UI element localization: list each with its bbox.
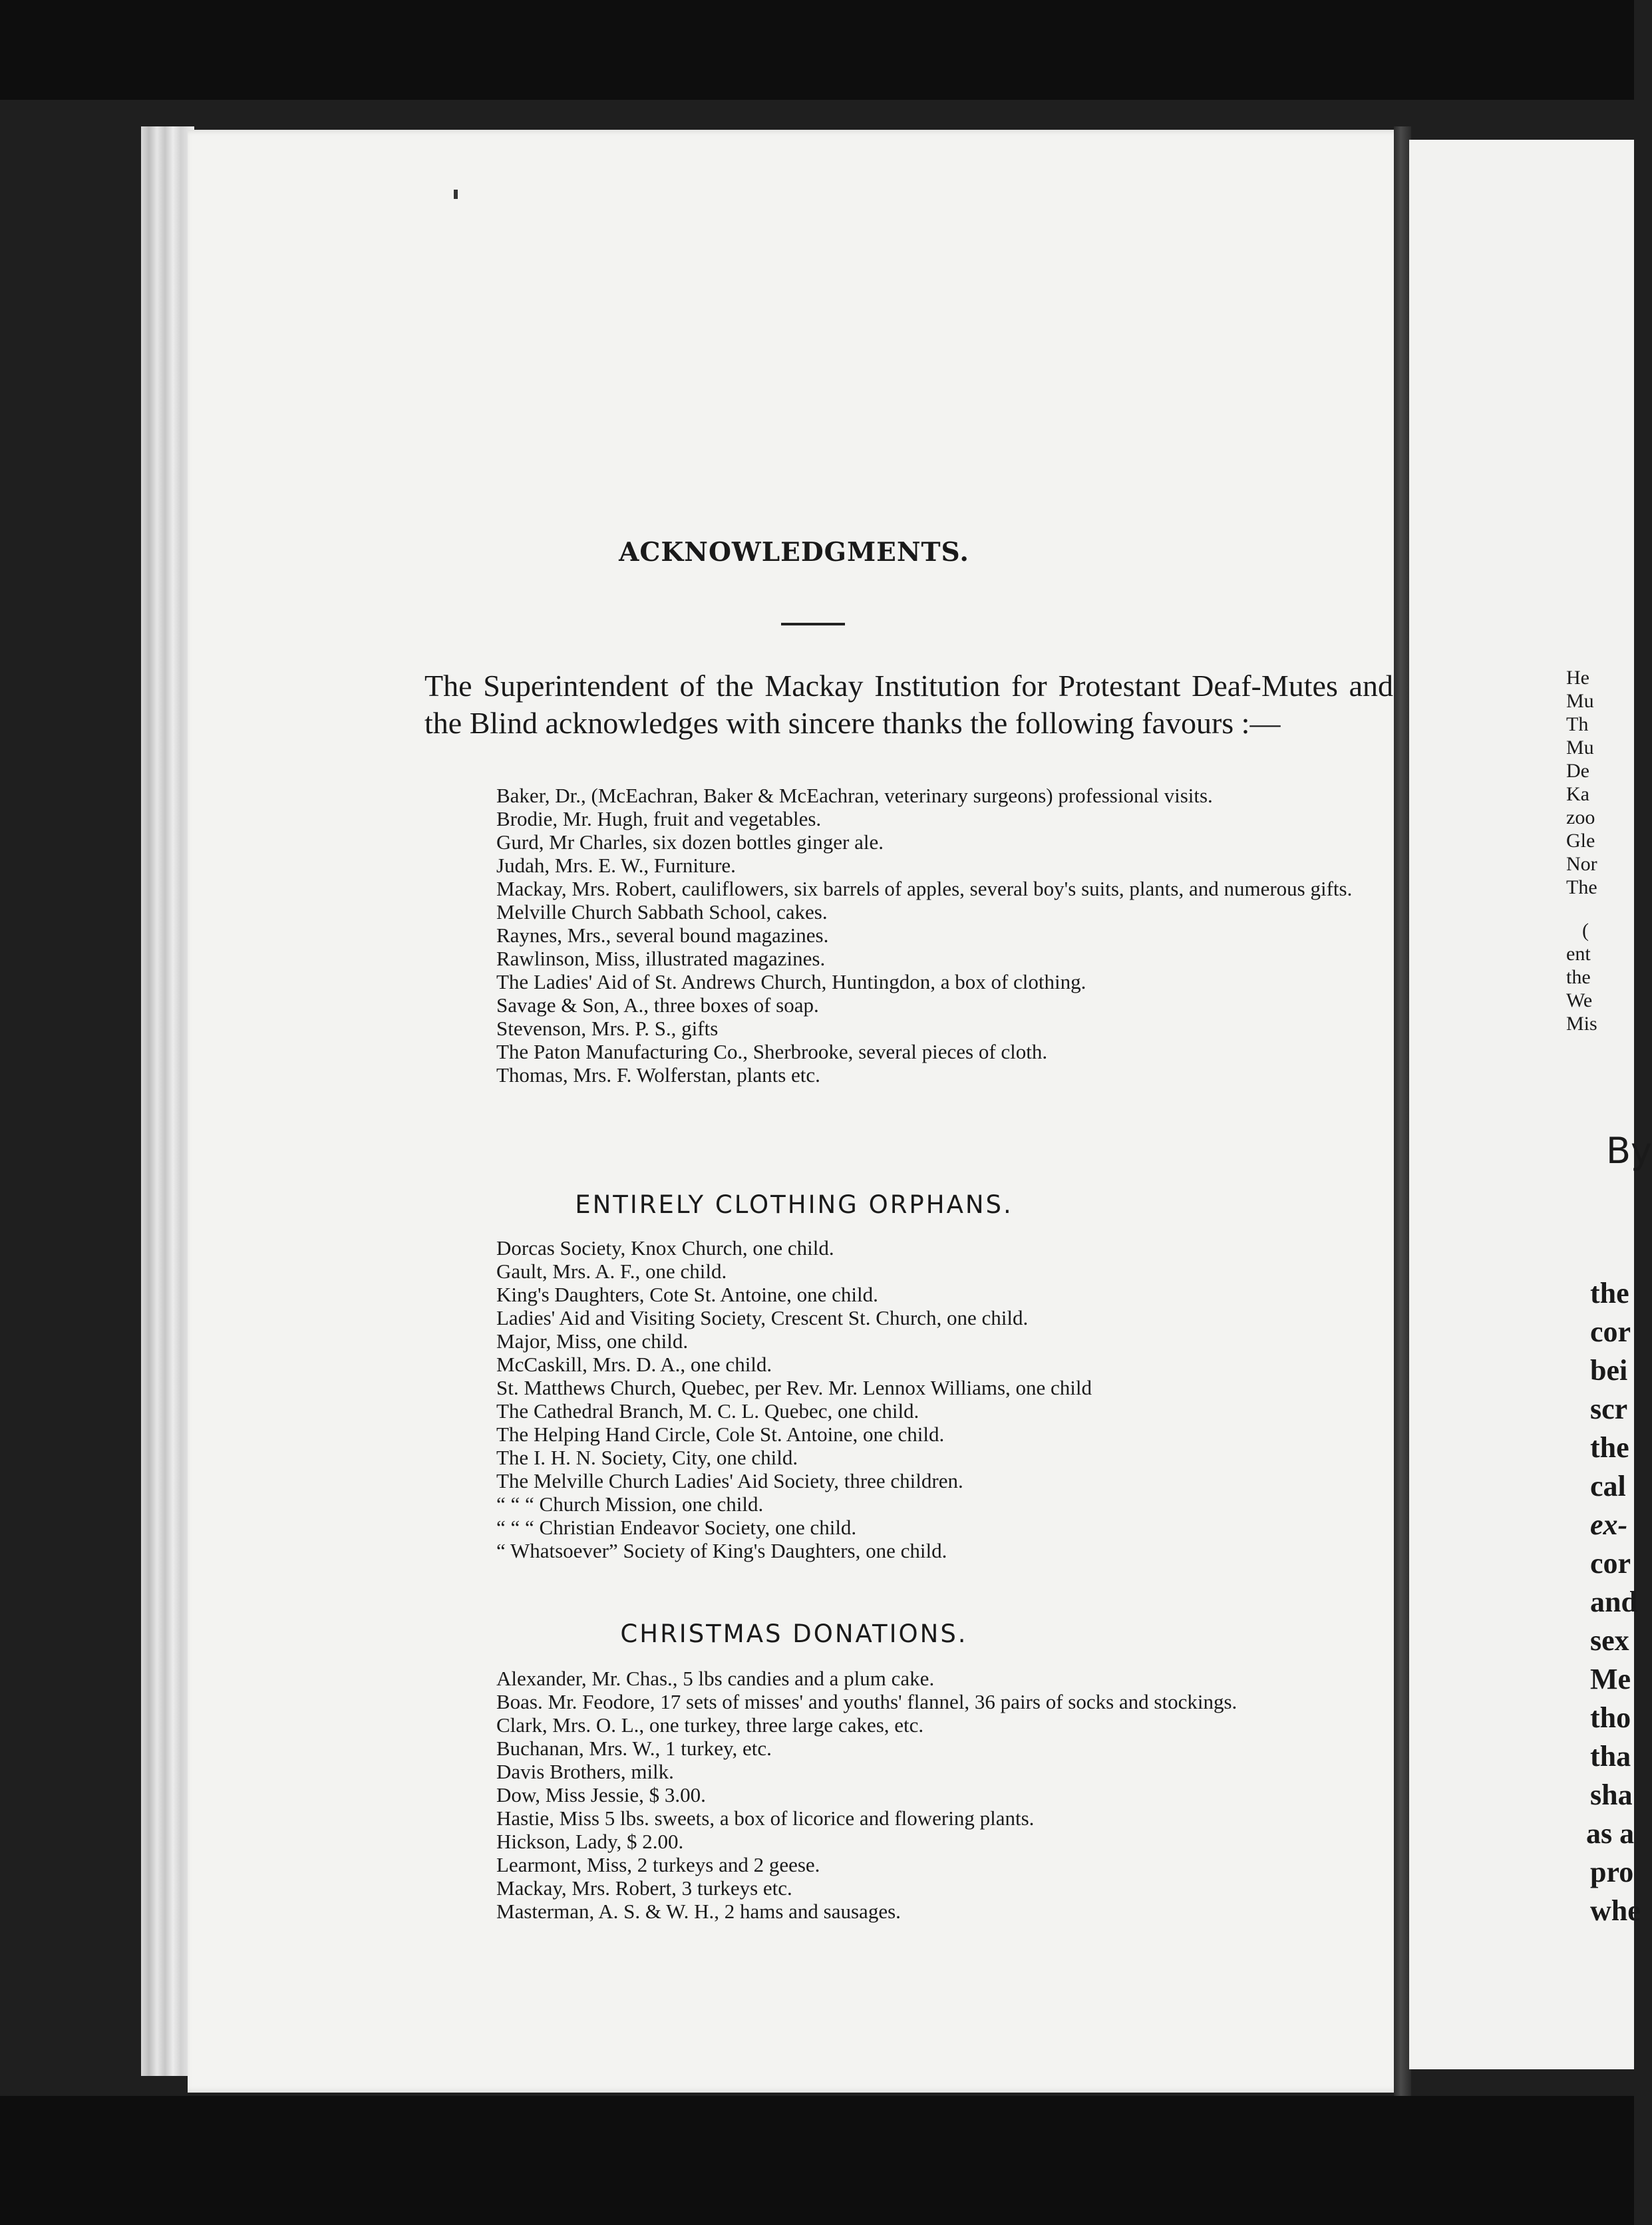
list-item: Dorcas Society, Knox Church, one child.: [496, 1236, 834, 1260]
list-item: Hickson, Lady, $ 2.00.: [496, 1830, 684, 1853]
right-page-line: Gle: [1566, 830, 1595, 852]
list-item: The I. H. N. Society, City, one child.: [496, 1446, 798, 1469]
right-page-line: Ka: [1566, 783, 1589, 805]
list-item: Alexander, Mr. Chas., 5 lbs candies and a plum cake.: [496, 1667, 935, 1690]
right-page-line: and: [1590, 1586, 1637, 1618]
christmas-list: [496, 1667, 1401, 1923]
list-item: St. Matthews Church, Quebec, per Rev. Mr. Lennox Williams, one child: [496, 1376, 1092, 1399]
list-item: “ “ “ Church Mission, one child.: [496, 1492, 764, 1516]
list-item: Stevenson, Mrs. P. S., gifts: [496, 1017, 719, 1040]
list-item: Clark, Mrs. O. L., one turkey, three large cakes, etc.: [496, 1713, 924, 1737]
right-page-line: cal: [1590, 1470, 1626, 1502]
right-page-line: the: [1590, 1277, 1629, 1309]
right-page-line: Mu: [1566, 690, 1594, 712]
list-item: Thomas, Mrs. F. Wolferstan, plants etc.: [496, 1063, 820, 1087]
list-item: Dow, Miss Jessie, $ 3.00.: [496, 1783, 706, 1806]
page-title: ACKNOWLEDGMENTS.: [619, 537, 969, 568]
title-divider: [781, 623, 845, 625]
list-item: Davis Brothers, milk.: [496, 1760, 674, 1783]
list-item: Baker, Dr., (McEachran, Baker & McEachran, veterinary surgeons) professional visits.: [496, 784, 1213, 807]
list-item: “ Whatsoever” Society of King's Daughters, one child.: [496, 1539, 947, 1562]
right-page-line: cor: [1590, 1547, 1631, 1580]
list-item: Judah, Mrs. E. W., Furniture.: [496, 854, 736, 877]
right-page-line: (: [1582, 920, 1589, 941]
right-page-line: ent: [1566, 943, 1591, 965]
right-page-line: bei: [1590, 1354, 1628, 1387]
list-item: Brodie, Mr. Hugh, fruit and vegetables.: [496, 807, 822, 830]
list-item: “ “ “ Christian Endeavor Society, one child.: [496, 1516, 857, 1539]
list-item: King's Daughters, Cote St. Antoine, one child.: [496, 1283, 878, 1306]
list-item: Mackay, Mrs. Robert, cauliflowers, six barrels of apples, several boy's suits, plants, and numerous gifts.: [496, 877, 1353, 900]
list-item: The Cathedral Branch, M. C. L. Quebec, one child.: [496, 1399, 919, 1423]
right-page-line: The: [1566, 876, 1597, 898]
list-item: Boas. Mr. Feodore, 17 sets of misses' and youths' flannel, 36 pairs of socks and stockings.: [496, 1690, 1238, 1713]
list-item: Savage & Son, A., three boxes of soap.: [496, 993, 819, 1017]
list-item: Gault, Mrs. A. F., one child.: [496, 1260, 727, 1283]
scan-border-top: [0, 0, 1634, 100]
list-item: Mackay, Mrs. Robert, 3 turkeys etc.: [496, 1876, 792, 1900]
list-item: Ladies' Aid and Visiting Society, Crescent St. Church, one child.: [496, 1306, 1029, 1329]
right-page-line: ex-: [1590, 1508, 1628, 1541]
right-page-heading: By: [1606, 1130, 1652, 1172]
list-item: Masterman, A. S. & W. H., 2 hams and sausages.: [496, 1900, 901, 1923]
list-item: Gurd, Mr Charles, six dozen bottles ginger ale.: [496, 830, 884, 854]
right-page-line: He: [1566, 667, 1589, 689]
list-item: Hastie, Miss 5 lbs. sweets, a box of licorice and flowering plants.: [496, 1806, 1035, 1830]
right-page-line: De: [1566, 760, 1589, 782]
right-page-line: the: [1590, 1431, 1629, 1464]
page-content: [188, 130, 1401, 2093]
right-page-line: We: [1566, 989, 1593, 1011]
list-item: McCaskill, Mrs. D. A., one child.: [496, 1353, 772, 1376]
left-page: [188, 130, 1401, 2093]
right-page-line: the: [1566, 966, 1591, 988]
right-page-line: Mis: [1566, 1013, 1597, 1035]
right-page: [1409, 140, 1652, 2069]
page-stack-edge: [141, 126, 194, 2076]
list-item: The Melville Church Ladies' Aid Society, three children.: [496, 1469, 963, 1492]
speck-mark: [454, 190, 458, 199]
right-page-line: Th: [1566, 713, 1589, 735]
right-page-line: Nor: [1566, 853, 1597, 875]
orphans-list: [496, 1236, 1401, 1562]
section-heading-orphans: ENTIRELY CLOTHING ORPHANS.: [575, 1190, 1013, 1219]
list-item: Raynes, Mrs., several bound magazines.: [496, 924, 829, 947]
right-page-line: tho: [1590, 1701, 1631, 1734]
right-page-line: whe: [1590, 1894, 1641, 1927]
right-page-line: Mu: [1566, 737, 1594, 759]
section-heading-christmas: CHRISTMAS DONATIONS.: [620, 1620, 968, 1648]
right-page-line: cor: [1590, 1315, 1631, 1348]
list-item: The Paton Manufacturing Co., Sherbrooke, several pieces of cloth.: [496, 1040, 1048, 1063]
scan-border-bottom: [0, 2096, 1634, 2225]
right-page-line: tha: [1590, 1740, 1631, 1773]
right-page-line: as a: [1586, 1817, 1635, 1850]
list-item: Major, Miss, one child.: [496, 1329, 689, 1353]
list-item: Rawlinson, Miss, illustrated magazines.: [496, 947, 826, 970]
list-item: The Helping Hand Circle, Cole St. Antoine, one child.: [496, 1423, 945, 1446]
intro-paragraph: The Superintendent of the Mackay Institution for Protestant Deaf-Mutes and the Blind acknowledges with sincere thanks the following favours :—: [424, 669, 1393, 740]
favours-list: [496, 784, 1401, 1087]
right-page-line: zoo: [1566, 806, 1595, 828]
right-page-line: Me: [1590, 1663, 1631, 1695]
right-page-line: sha: [1590, 1779, 1633, 1811]
right-page-line: scr: [1590, 1393, 1628, 1425]
right-page-line: pro: [1590, 1856, 1634, 1888]
list-item: Melville Church Sabbath School, cakes.: [496, 900, 828, 924]
list-item: Learmont, Miss, 2 turkeys and 2 geese.: [496, 1853, 820, 1876]
list-item: The Ladies' Aid of St. Andrews Church, Huntingdon, a box of clothing.: [496, 970, 1086, 993]
right-page-line: sex: [1590, 1624, 1629, 1657]
list-item: Buchanan, Mrs. W., 1 turkey, etc.: [496, 1737, 772, 1760]
